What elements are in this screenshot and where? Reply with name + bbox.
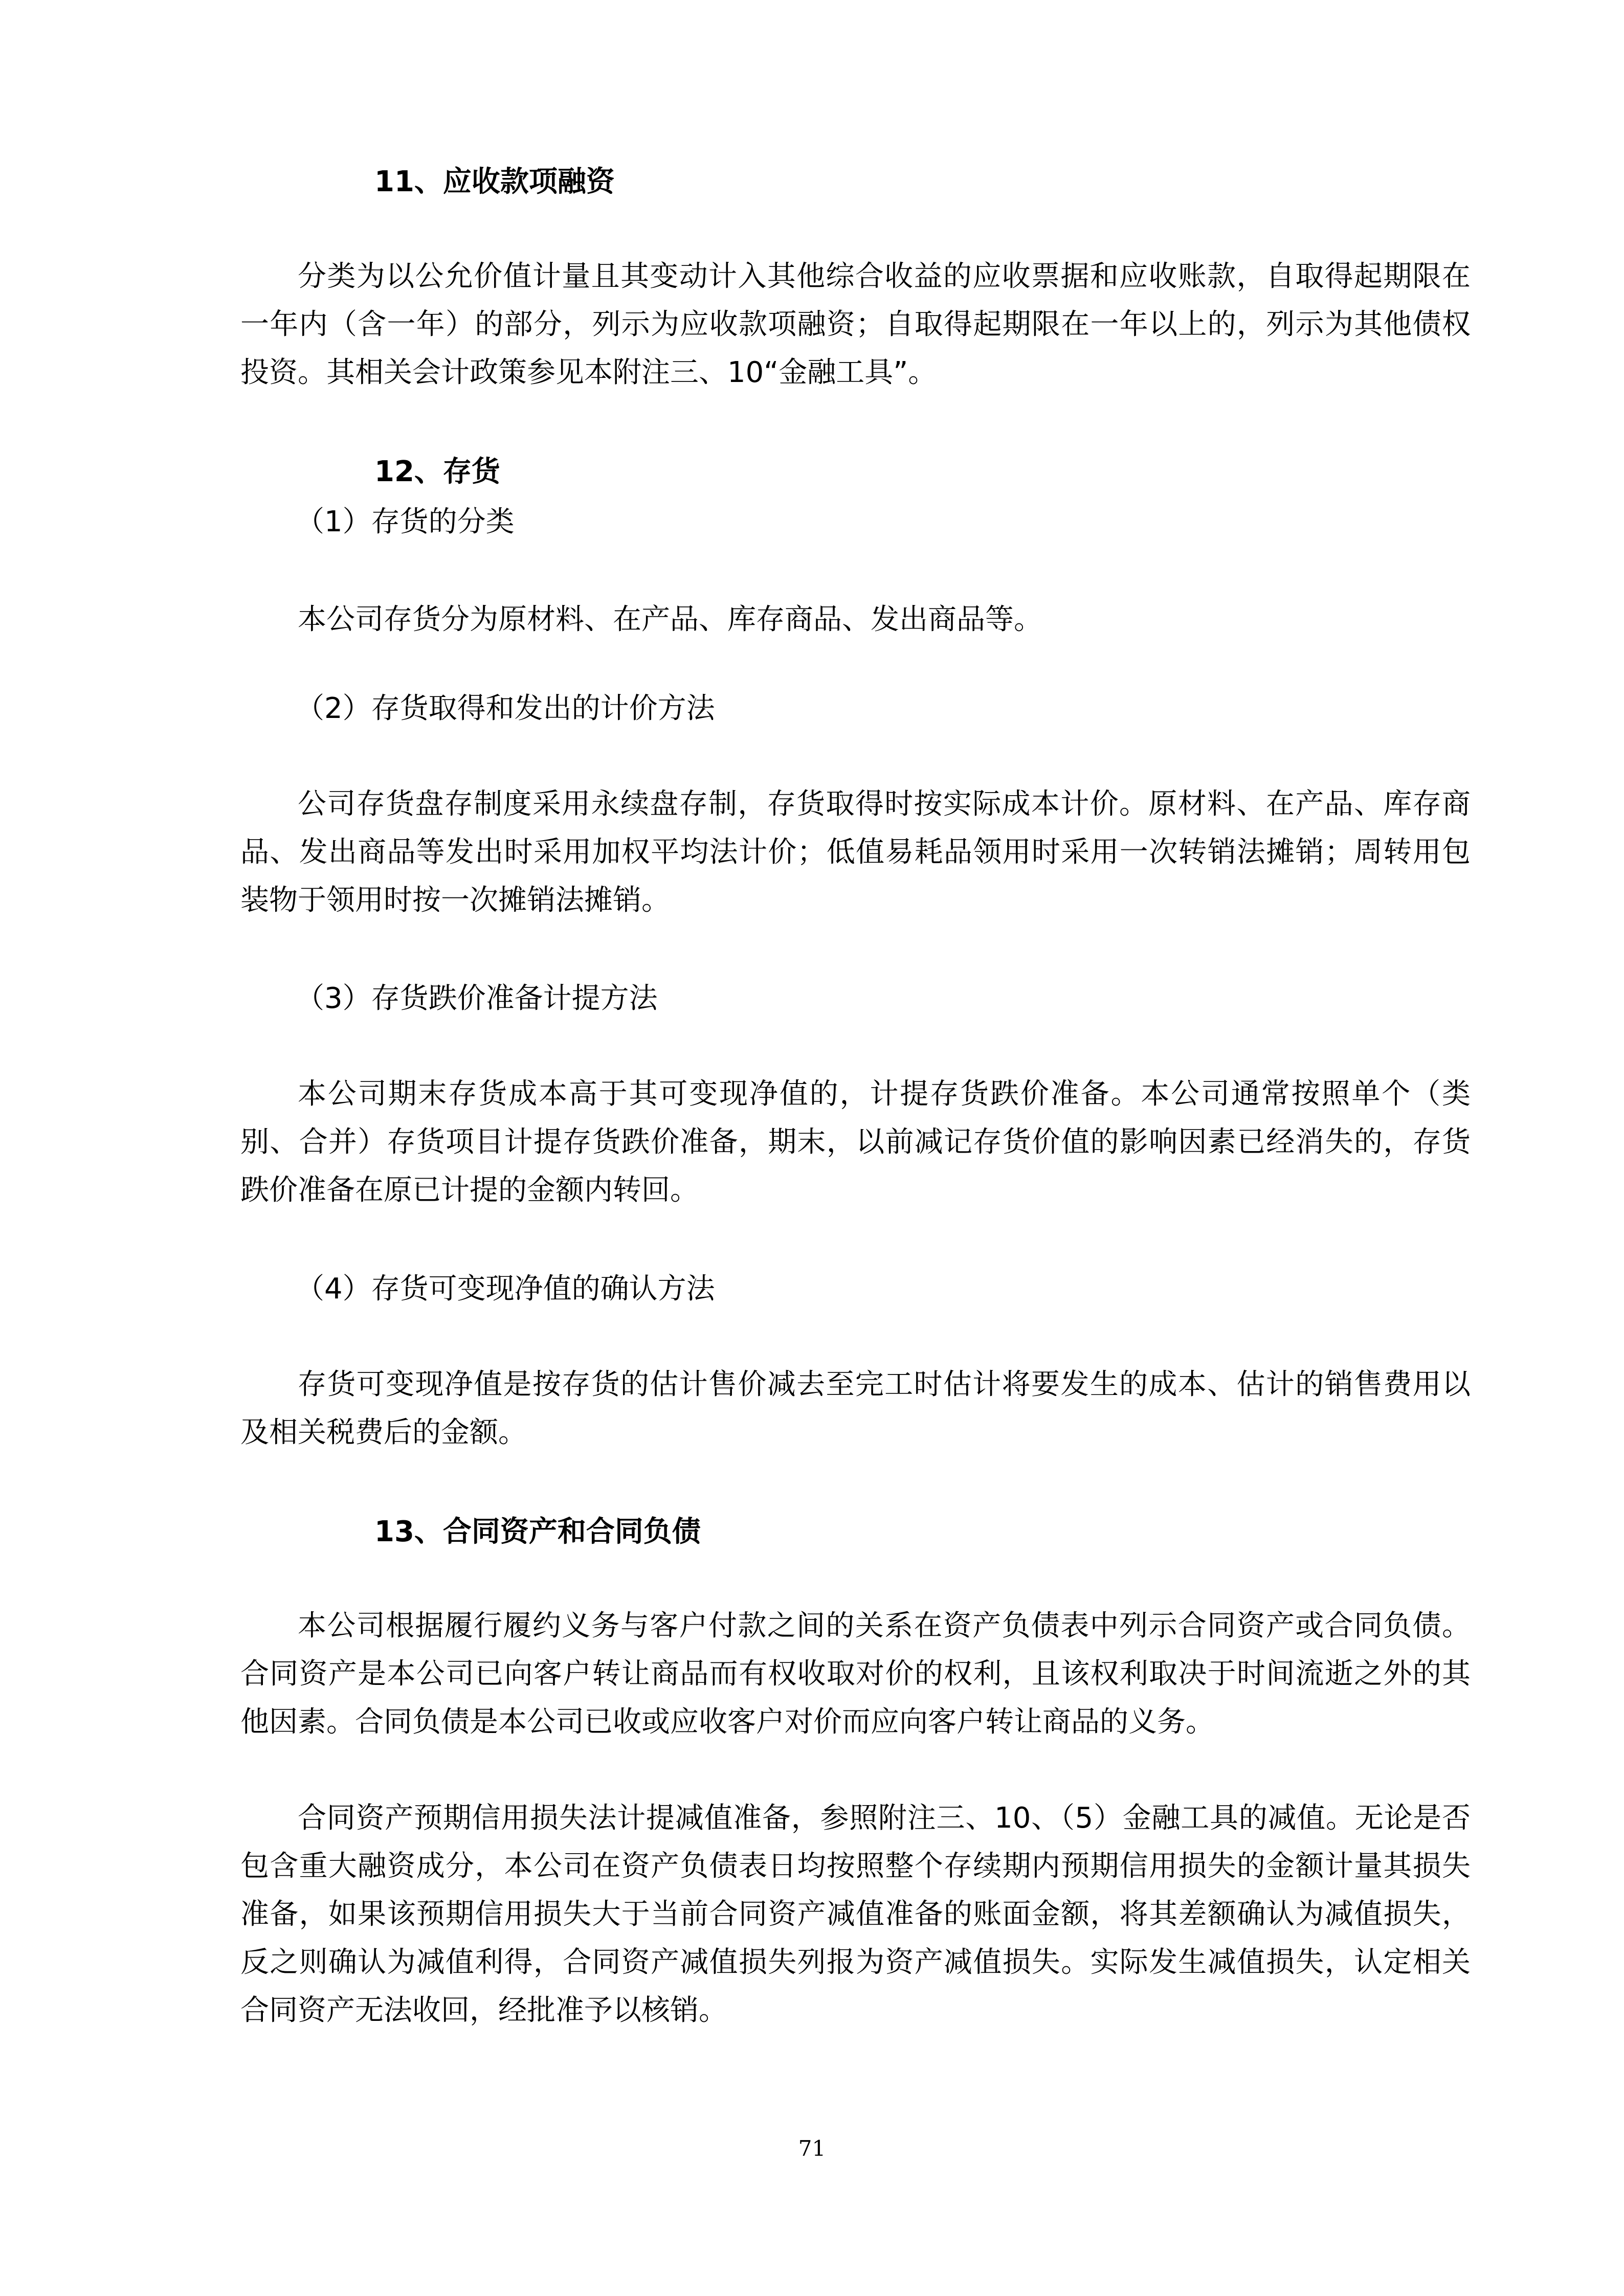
page-number: 71	[798, 2136, 826, 2161]
section-11-paragraph: 分类为以公允价值计量且其变动计入其他综合收益的应收票据和应收账款，自取得起期限在一年内（含一年）的部分，列示为应收款项融资；自取得起期限在一年以上的，列示为其他债权投资。其相关会计政策参见本附注三、10“金融工具”。	[240, 260, 1471, 389]
inventory-nrv-title: （4）存货可变现净值的确认方法	[296, 1272, 715, 1305]
inventory-pricing-text: 公司存货盘存制度采用永续盘存制，存货取得时按实际成本计价。原材料、在产品、库存商品、发出商品等发出时采用加权平均法计价；低值易耗品领用时采用一次转销法摊销；周转用包装物于领用时按一次摊销法摊销。	[240, 787, 1471, 917]
inventory-classification-title: （1）存货的分类	[296, 505, 515, 538]
inventory-classification-text: 本公司存货分为原材料、在产品、库存商品、发出商品等。	[298, 603, 1042, 636]
inventory-impairment-text: 本公司期末存货成本高于其可变现净值的，计提存货跌价准备。本公司通常按照单个（类别、合并）存货项目计提存货跌价准备，期末，以前减记存货价值的影响因素已经消失的，存货跌价准备在原已计提的金额内转回。	[240, 1077, 1471, 1207]
inventory-pricing-title: （2）存货取得和发出的计价方法	[296, 692, 715, 725]
section-13-paragraph-2: 合同资产预期信用损失法计提减值准备，参照附注三、10、（5）金融工具的减值。无论是否包含重大融资成分，本公司在资产负债表日均按照整个存续期内预期信用损失的金额计量其损失准备，如果该预期信用损失大于当前合同资产减值准备的账面金额，将其差额确认为减值损失，反之则确认为减值利得，合同资产减值损失列报为资产减值损失。实际发生减值损失，认定相关合同资产无法收回，经批准予以核销。	[240, 1802, 1471, 2027]
section-13-paragraph-1: 本公司根据履行履约义务与客户付款之间的关系在资产负债表中列示合同资产或合同负债。合同资产是本公司已向客户转让商品而有权收取对价的权利，且该权利取决于时间流逝之外的其他因素。合同负债是本公司已收或应收客户对价而应向客户转让商品的义务。	[240, 1609, 1471, 1739]
section-12-heading: 12、存货	[374, 455, 500, 488]
inventory-impairment-title: （3）存货跌价准备计提方法	[296, 982, 658, 1015]
section-11-heading: 11、应收款项融资	[374, 165, 615, 198]
inventory-nrv-text: 存货可变现净值是按存货的估计售价减去至完工时估计将要发生的成本、估计的销售费用以及相关税费后的金额。	[240, 1368, 1471, 1449]
section-13-heading: 13、合同资产和合同负债	[374, 1515, 701, 1548]
